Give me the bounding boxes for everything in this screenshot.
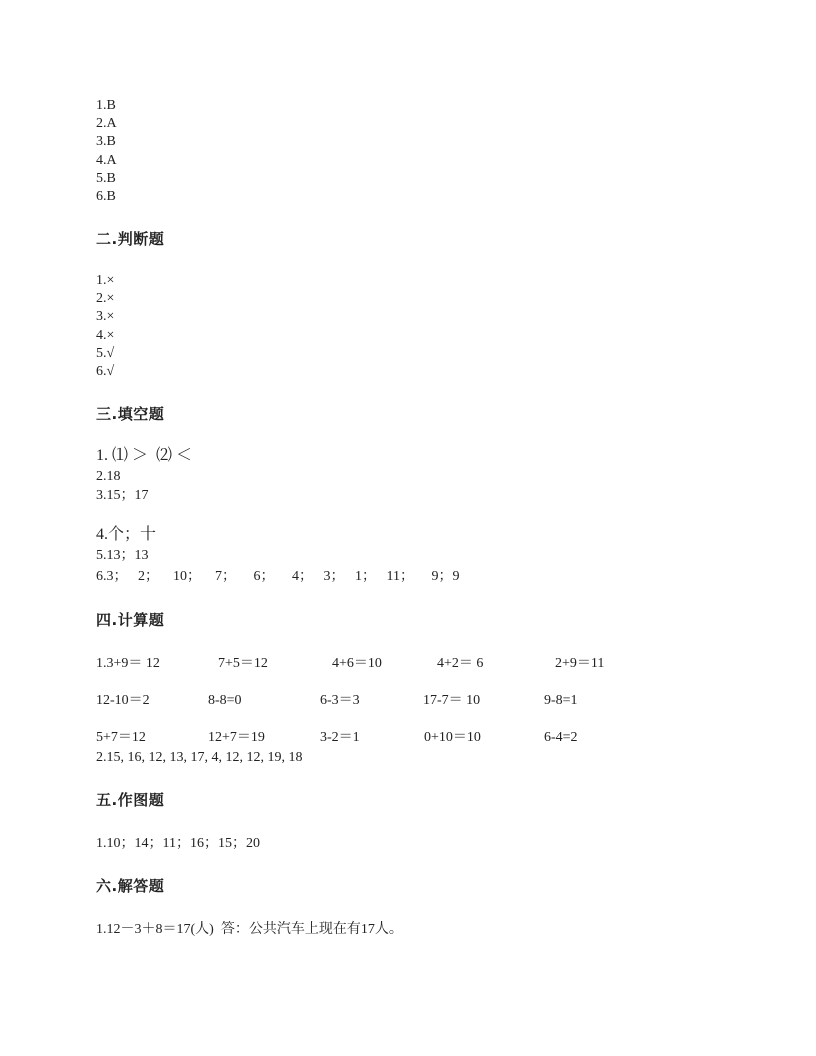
- calc-cell: 7+5＝12: [218, 656, 268, 671]
- answer-line: 2.A: [96, 116, 117, 131]
- answer-line: 1.12－3＋8＝17(人) 答：公共汽车上现在有17人。: [96, 922, 403, 937]
- calc-cell: 0+10＝10: [424, 730, 481, 745]
- calc-cell: 1.3+9＝ 12: [96, 656, 160, 671]
- section-heading: 二.判断题: [96, 230, 165, 248]
- section-heading: 五.作图题: [96, 791, 165, 809]
- answer-line: 1.×: [96, 273, 115, 288]
- answer-line: 3.×: [96, 309, 115, 324]
- calc-cell: 6-4=2: [544, 730, 578, 745]
- answer-line: 6.B: [96, 189, 116, 204]
- calc-cell: 12-10＝2: [96, 693, 150, 708]
- answer-line: 4.个；十: [96, 526, 157, 543]
- answer-line: 1.10；14；11；16；15；20: [96, 836, 260, 851]
- answer-line: 6.√: [96, 364, 115, 379]
- answer-line: 2.15, 16, 12, 13, 17, 4, 12, 12, 19, 18: [96, 750, 303, 765]
- section-heading: 六.解答题: [96, 877, 165, 895]
- answer-line: 3.15；17: [96, 488, 149, 503]
- calc-cell: 4+2＝ 6: [437, 656, 484, 671]
- section-heading: 四.计算题: [96, 611, 165, 629]
- answer-line: 6.3； 2； 10； 7； 6； 4； 3； 1； 11； 9；9: [96, 569, 460, 584]
- calc-cell: 4+6＝10: [332, 656, 382, 671]
- answer-line: 2.18: [96, 469, 121, 484]
- answer-line: 5.B: [96, 171, 116, 186]
- answer-line: 4.A: [96, 153, 117, 168]
- calc-cell: 17-7＝ 10: [423, 693, 481, 708]
- calc-cell: 2+9＝11: [555, 656, 605, 671]
- calc-cell: 3-2＝1: [320, 730, 360, 745]
- answer-line: 1.B: [96, 98, 116, 113]
- answer-line: 5.√: [96, 346, 115, 361]
- answer-line: 2.×: [96, 291, 115, 306]
- calc-cell: 6-3＝3: [320, 693, 360, 708]
- calc-cell: 12+7＝19: [208, 730, 265, 745]
- calc-cell: 8-8=0: [208, 693, 242, 708]
- calc-cell: 9-8=1: [544, 693, 578, 708]
- answer-line: 3.B: [96, 134, 116, 149]
- section-heading: 三.填空题: [96, 405, 165, 423]
- calc-cell: 5+7＝12: [96, 730, 146, 745]
- answer-line: 1. ⑴ ＞ ⑵ ＜: [96, 447, 193, 464]
- answer-line: 5.13；13: [96, 548, 149, 563]
- answer-line: 4.×: [96, 328, 115, 343]
